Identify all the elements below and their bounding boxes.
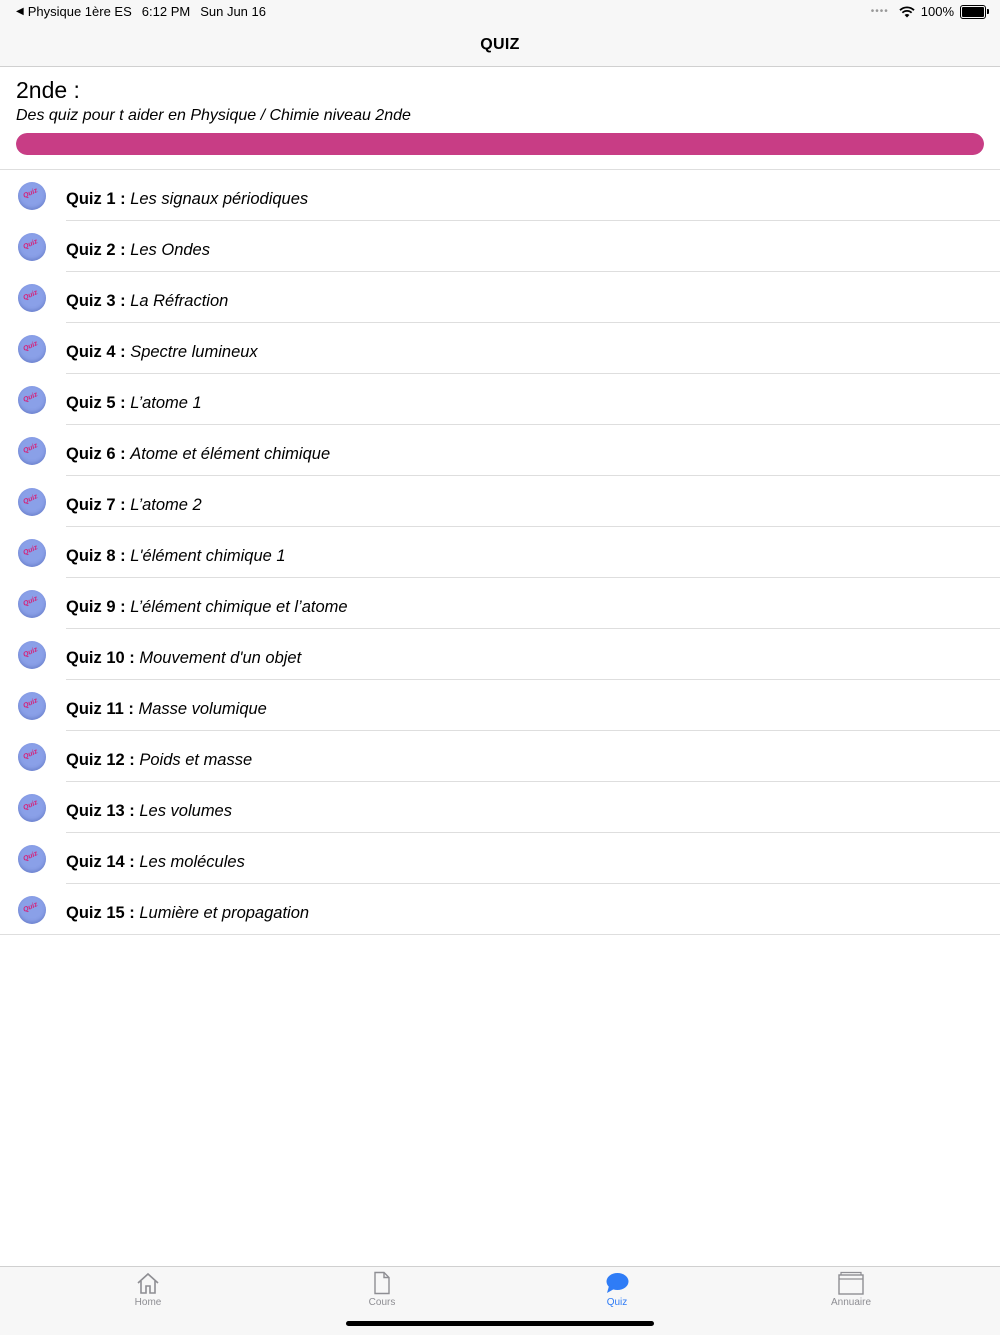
quiz-badge-text: Quiz xyxy=(22,849,40,863)
quiz-list-item[interactable] xyxy=(22,170,1000,221)
quiz-badge-icon xyxy=(18,590,46,618)
quiz-list-item[interactable] xyxy=(22,629,1000,680)
quiz-number: Quiz 6 : xyxy=(66,444,126,463)
quiz-number: Quiz 1 : xyxy=(66,189,126,208)
home-icon xyxy=(135,1271,161,1295)
quiz-number: Quiz 3 : xyxy=(66,291,126,310)
quiz-label xyxy=(66,488,202,515)
battery-icon xyxy=(960,5,986,19)
quiz-number: Quiz 5 : xyxy=(66,393,126,412)
quiz-number: Quiz 11 : xyxy=(66,699,134,718)
quiz-badge-text: Quiz xyxy=(22,186,40,200)
archive-box-icon xyxy=(837,1271,865,1295)
status-time: 6:12 PM xyxy=(141,4,191,19)
quiz-badge-text: Quiz xyxy=(22,798,40,812)
cellular-signal-icon: •••• xyxy=(870,6,889,17)
wifi-icon xyxy=(899,6,915,18)
tab-quiz[interactable] xyxy=(557,1271,677,1308)
quiz-badge-text: Quiz xyxy=(22,390,40,404)
quiz-number: Quiz 10 : xyxy=(66,648,135,667)
back-app-link[interactable]: Physique 1ère ES xyxy=(27,4,132,19)
quiz-label xyxy=(66,692,267,719)
quiz-badge-text: Quiz xyxy=(22,492,40,506)
tab-cours[interactable] xyxy=(322,1271,442,1308)
quiz-number: Quiz 15 : xyxy=(66,903,135,922)
progress-bar-fill xyxy=(16,133,984,155)
quiz-badge-text: Quiz xyxy=(22,543,40,557)
level-title: 2nde : xyxy=(16,77,80,103)
quiz-list xyxy=(0,170,1000,935)
quiz-label xyxy=(66,182,308,209)
quiz-badge-icon xyxy=(18,284,46,312)
quiz-label xyxy=(66,641,301,668)
status-bar xyxy=(0,0,1000,24)
progress-bar xyxy=(16,133,984,155)
quiz-number: Quiz 7 : xyxy=(66,495,126,514)
quiz-list-item[interactable] xyxy=(22,221,1000,272)
quiz-badge-text: Quiz xyxy=(22,441,40,455)
quiz-list-item[interactable] xyxy=(22,476,1000,527)
tab-label: Home xyxy=(134,1297,162,1308)
quiz-title: Mouvement d'un objet xyxy=(139,648,302,667)
tab-label: Cours xyxy=(368,1297,396,1308)
quiz-number: Quiz 4 : xyxy=(66,342,126,361)
quiz-badge-icon xyxy=(18,641,46,669)
quiz-badge-text: Quiz xyxy=(22,645,40,659)
quiz-list-item[interactable] xyxy=(22,323,1000,374)
quiz-title: Les Ondes xyxy=(130,240,210,259)
status-date: Sun Jun 16 xyxy=(200,4,266,19)
quiz-badge-text: Quiz xyxy=(22,594,40,608)
navigation-bar xyxy=(0,24,1000,67)
quiz-label xyxy=(66,233,210,260)
quiz-label xyxy=(66,794,232,821)
quiz-label xyxy=(66,437,330,464)
quiz-badge-icon xyxy=(18,488,46,516)
quiz-number: Quiz 14 : xyxy=(66,852,135,871)
quiz-list-item[interactable] xyxy=(22,578,1000,629)
quiz-number: Quiz 2 : xyxy=(66,240,126,259)
quiz-list-item[interactable] xyxy=(22,680,1000,731)
quiz-number: Quiz 8 : xyxy=(66,546,126,565)
quiz-label xyxy=(66,743,252,770)
quiz-badge-icon xyxy=(18,692,46,720)
home-indicator[interactable] xyxy=(346,1321,654,1326)
back-arrow-icon[interactable]: ◀ xyxy=(16,6,24,17)
quiz-list-item[interactable] xyxy=(22,782,1000,833)
quiz-title: L’atome 2 xyxy=(130,495,202,514)
document-icon xyxy=(369,1271,395,1295)
quiz-badge-text: Quiz xyxy=(22,696,40,710)
quiz-badge-text: Quiz xyxy=(22,900,40,914)
quiz-badge-icon xyxy=(18,539,46,567)
battery-percent: 100% xyxy=(920,4,954,19)
quiz-list-item[interactable] xyxy=(22,731,1000,782)
tab-label: Annuaire xyxy=(830,1297,872,1308)
quiz-badge-icon xyxy=(18,743,46,771)
quiz-list-item[interactable] xyxy=(22,272,1000,323)
level-header xyxy=(16,76,984,155)
quiz-label xyxy=(66,539,286,566)
tab-home[interactable] xyxy=(88,1271,208,1308)
page-title: QUIZ xyxy=(480,36,520,53)
quiz-badge-text: Quiz xyxy=(22,288,40,302)
quiz-number: Quiz 9 : xyxy=(66,597,126,616)
quiz-badge-icon xyxy=(18,845,46,873)
tab-annuaire[interactable] xyxy=(791,1271,911,1308)
quiz-title: Les molécules xyxy=(139,852,245,871)
quiz-label xyxy=(66,335,258,362)
quiz-list-item[interactable] xyxy=(22,833,1000,884)
quiz-label xyxy=(66,284,228,311)
quiz-list-item[interactable] xyxy=(0,884,1000,935)
quiz-badge-icon xyxy=(18,896,46,924)
quiz-label xyxy=(66,845,245,872)
quiz-badge-icon xyxy=(18,386,46,414)
quiz-title: Lumière et propagation xyxy=(139,903,310,922)
quiz-title: La Réfraction xyxy=(130,291,229,310)
quiz-label xyxy=(66,590,348,617)
quiz-badge-icon xyxy=(18,182,46,210)
quiz-title: L’atome 1 xyxy=(130,393,202,412)
quiz-list-item[interactable] xyxy=(22,527,1000,578)
quiz-title: Poids et masse xyxy=(139,750,253,769)
chat-bubble-icon xyxy=(604,1271,630,1295)
quiz-title: L’élément chimique et l’atome xyxy=(130,597,348,616)
quiz-list-item[interactable] xyxy=(22,374,1000,425)
quiz-number: Quiz 12 : xyxy=(66,750,135,769)
quiz-label xyxy=(66,896,309,923)
quiz-badge-icon xyxy=(18,233,46,261)
quiz-title: Les volumes xyxy=(139,801,232,820)
level-subtitle: Des quiz pour t aider en Physique / Chimie niveau 2nde xyxy=(16,107,411,124)
tab-label: Quiz xyxy=(606,1297,628,1308)
quiz-title: Les signaux périodiques xyxy=(130,189,309,208)
quiz-title: Atome et élément chimique xyxy=(130,444,331,463)
quiz-title: Spectre lumineux xyxy=(130,342,258,361)
quiz-number: Quiz 13 : xyxy=(66,801,135,820)
quiz-badge-text: Quiz xyxy=(22,747,40,761)
quiz-title: Masse volumique xyxy=(138,699,267,718)
quiz-badge-icon xyxy=(18,794,46,822)
quiz-list-item[interactable] xyxy=(22,425,1000,476)
quiz-badge-icon xyxy=(18,437,46,465)
quiz-badge-text: Quiz xyxy=(22,339,40,353)
quiz-badge-icon xyxy=(18,335,46,363)
quiz-badge-text: Quiz xyxy=(22,237,40,251)
quiz-title: L'élément chimique 1 xyxy=(130,546,286,565)
quiz-label xyxy=(66,386,202,413)
